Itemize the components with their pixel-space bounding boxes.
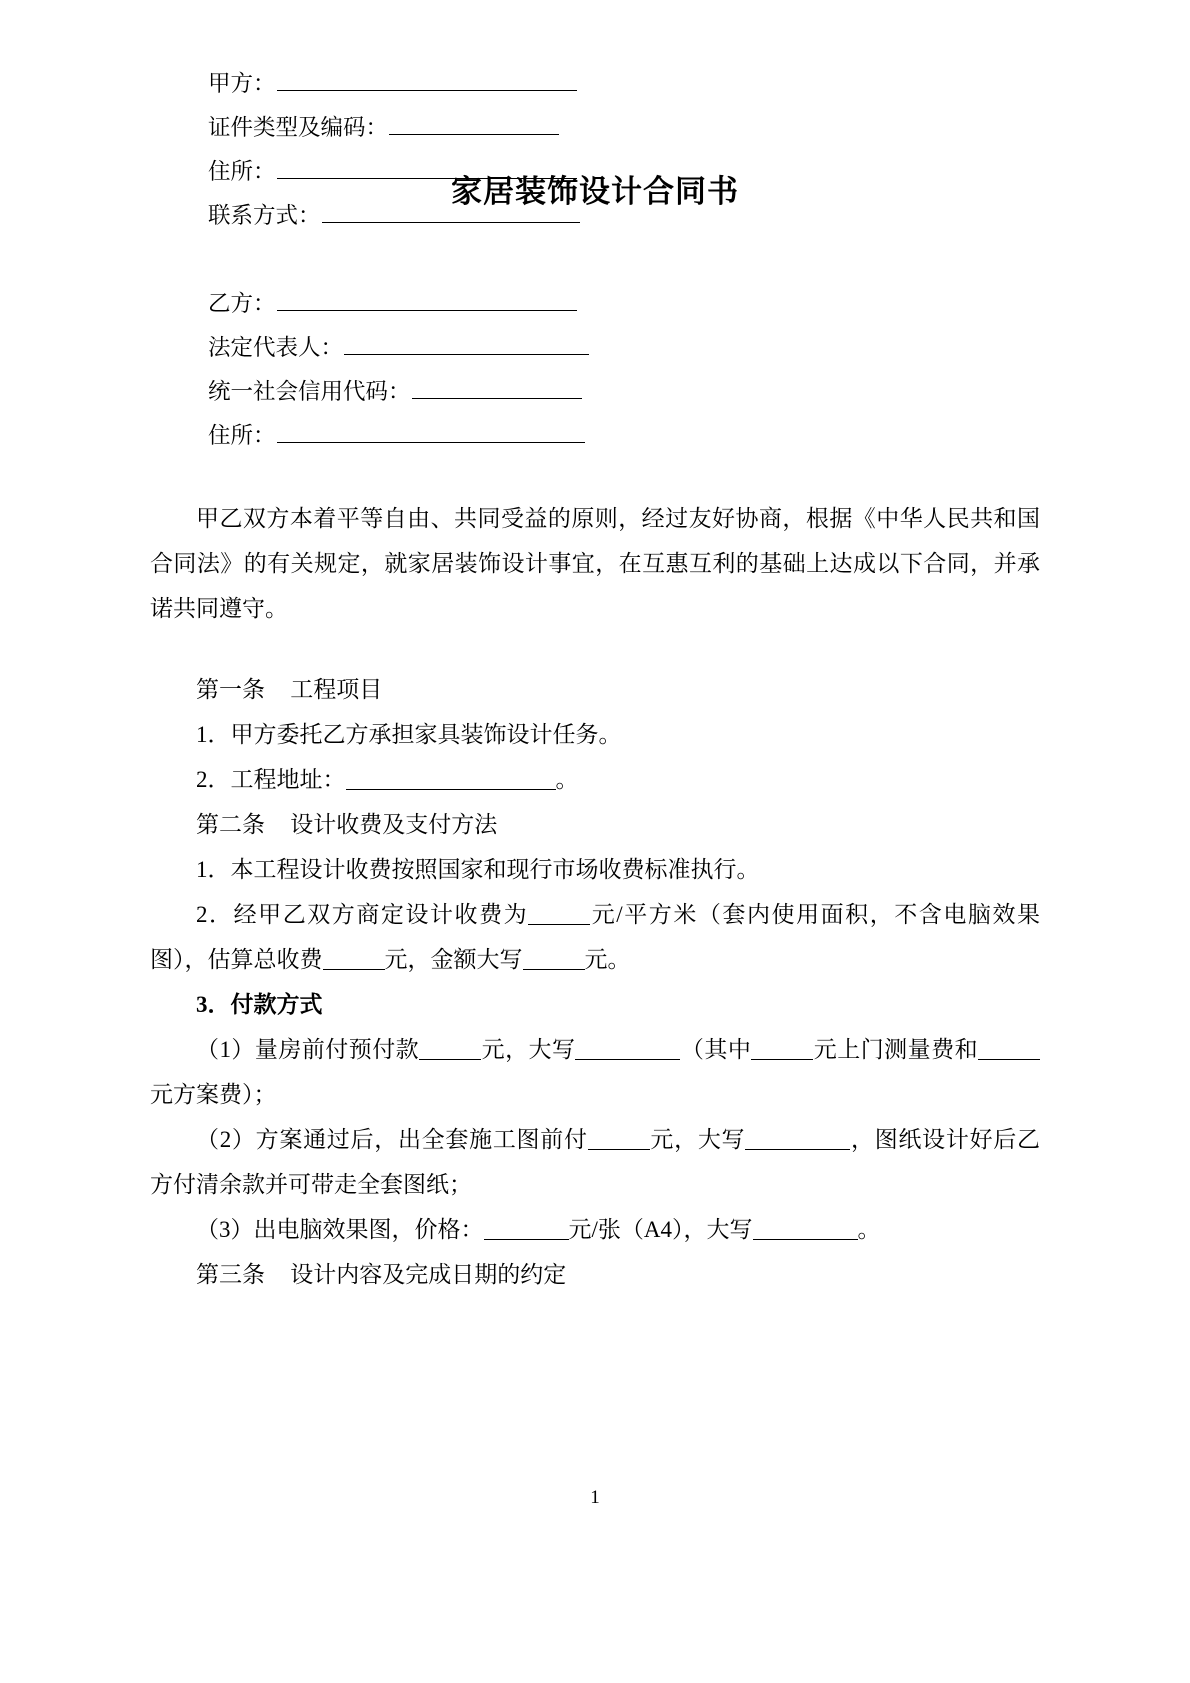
- item-text: （其中: [680, 1037, 752, 1062]
- field-label: 证件类型及编码：: [208, 115, 389, 140]
- clause-two-title: 设计收费及支付方法: [290, 812, 498, 837]
- blank-prepayment-amount[interactable]: [419, 1040, 481, 1060]
- blank-drawing-payment[interactable]: [588, 1130, 650, 1150]
- clause-three-number: 第三条: [196, 1262, 265, 1287]
- item-text: ，图纸设计好后乙方付清余款并可带走全套图纸；: [150, 1127, 1041, 1197]
- blank-fee-per-sqm[interactable]: [528, 905, 590, 925]
- blank-measure-fee[interactable]: [751, 1040, 813, 1060]
- blank-line-party-b-address[interactable]: [277, 422, 585, 443]
- blank-total-fee[interactable]: [323, 950, 385, 970]
- blank-line-party-b-credit-code[interactable]: [412, 378, 582, 399]
- preamble-paragraph: 甲乙双方本着平等自由、共同受益的原则，经过友好协商，根据《中华人民共和国合同法》的有关规定，就家居装饰设计事宜，在互惠互利的基础上达成以下合同，并承诺共同遵守。: [150, 506, 1040, 621]
- blank-plan-fee[interactable]: [978, 1040, 1040, 1060]
- clause-two-sub-1: [150, 1027, 1040, 1117]
- party-block-divider: [150, 238, 1040, 282]
- clause-two-number: 第二条: [196, 812, 265, 837]
- field-party-b-name: [150, 282, 1040, 326]
- clause-one-heading: [150, 667, 1040, 712]
- field-label: 甲方：: [208, 71, 276, 96]
- clause-two-item-1: 1．本工程设计收费按照国家和现行市场收费标准执行。: [196, 857, 760, 882]
- blank-drawing-payment-words[interactable]: [745, 1130, 850, 1150]
- clause-one-title: 工程项目: [290, 677, 383, 702]
- field-party-a-contact: [150, 194, 1040, 238]
- blank-line-party-a-id[interactable]: [389, 114, 559, 135]
- clause-one-item-2: [150, 757, 1040, 802]
- item-text: 元上门测量费和: [813, 1037, 979, 1062]
- item-text: 元。: [584, 947, 631, 972]
- clause-two-item-3-heading: 3．付款方式: [196, 992, 323, 1017]
- item-text: 元，大写: [481, 1037, 576, 1062]
- item-text: 元/平方米（套内使用面积，不含电脑效果图），估算总收费: [150, 902, 1041, 972]
- field-label: 法定代表人：: [208, 335, 344, 360]
- field-party-b-credit-code: [150, 370, 1040, 414]
- blank-project-address[interactable]: [346, 770, 556, 790]
- document-body: [150, 0, 1040, 1297]
- item-text: （3）出电脑效果图，价格：: [196, 1217, 484, 1242]
- blank-line-party-a-address[interactable]: [277, 158, 577, 179]
- clause-three-title: 设计内容及完成日期的约定: [290, 1262, 567, 1287]
- item-text: 元方案费）；: [150, 1082, 277, 1107]
- item-text: 元，金额大写: [384, 947, 523, 972]
- field-label: 住所：: [208, 423, 276, 448]
- field-label: 统一社会信用代码：: [208, 379, 411, 404]
- field-party-a-address: [150, 150, 1040, 194]
- page-title: 家居装饰设计合同书: [451, 174, 739, 209]
- blank-line-party-a-name[interactable]: [277, 70, 577, 91]
- clause-three-heading: [150, 1252, 1040, 1297]
- clause-two-heading: [150, 802, 1040, 847]
- party-b-block: [150, 282, 1040, 458]
- field-party-a-name: [150, 62, 1040, 106]
- blank-prepayment-words[interactable]: [575, 1040, 680, 1060]
- field-party-a-id: [150, 106, 1040, 150]
- blank-line-party-a-contact[interactable]: [322, 202, 580, 223]
- item-text: 2．经甲乙双方商定设计收费为: [196, 902, 529, 927]
- item-text: 元/张（A4），大写: [568, 1217, 753, 1242]
- page-number: 1: [590, 1487, 600, 1508]
- item-text: 。: [857, 1217, 881, 1242]
- blank-render-price[interactable]: [484, 1220, 569, 1240]
- field-label: 住所：: [208, 159, 276, 184]
- clause-two-item-2: [150, 892, 1040, 982]
- blank-line-party-b-name[interactable]: [277, 290, 577, 311]
- item-text: （1）量房前付预付款: [196, 1037, 420, 1062]
- field-label: 联系方式：: [208, 203, 321, 228]
- clause-one-number: 第一条: [196, 677, 265, 702]
- blank-render-price-words[interactable]: [753, 1220, 858, 1240]
- item-text: 2．工程地址：: [196, 767, 346, 792]
- party-a-block: [150, 62, 1040, 238]
- clause-one-item-1: 1．甲方委托乙方承担家具装饰设计任务。: [196, 722, 622, 747]
- clause-two-sub-2: [150, 1117, 1040, 1207]
- item-text: 。: [555, 767, 579, 792]
- field-party-b-legal-rep: [150, 326, 1040, 370]
- blank-line-party-b-legal-rep[interactable]: [344, 334, 589, 355]
- item-text: 元，大写: [649, 1127, 746, 1152]
- field-label: 乙方：: [208, 291, 276, 316]
- item-text: （2）方案通过后，出全套施工图前付: [196, 1127, 588, 1152]
- blank-total-fee-words[interactable]: [523, 950, 585, 970]
- field-party-b-address: [150, 414, 1040, 458]
- clause-two-sub-3: [150, 1207, 1040, 1252]
